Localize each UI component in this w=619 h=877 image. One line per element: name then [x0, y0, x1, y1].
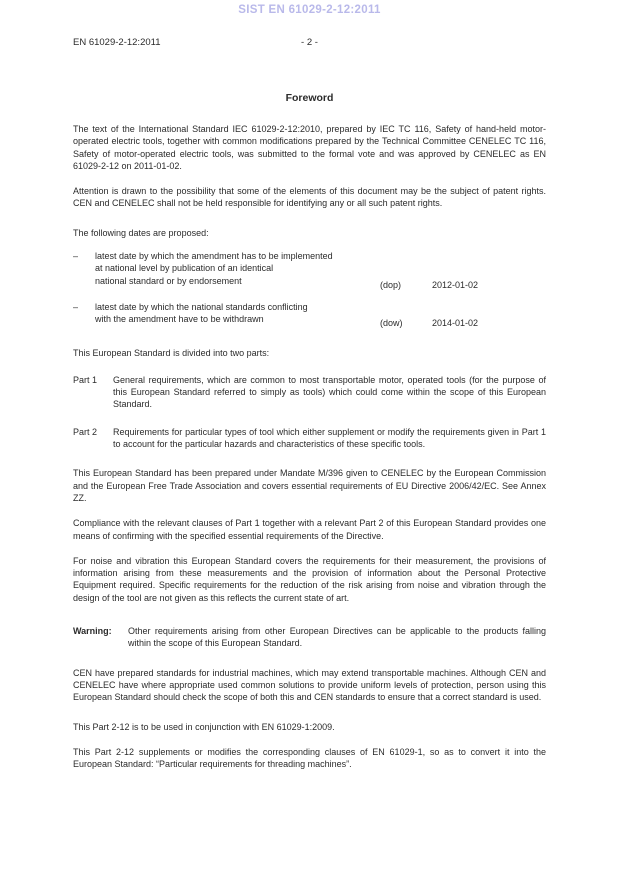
paragraph-conjunction: This Part 2-12 is to be used in conjunction with EN 61029-1:2009. [73, 721, 335, 732]
page-content [0, 37, 619, 770]
page-header [73, 37, 546, 49]
paragraph-compliance: Compliance with the relevant clauses of Part 1 together with a relevant Part 2 of this European Standard provides one means of confirming with the specified essential requirements of the Directive. [73, 518, 546, 541]
part-1-text: General requirements, which are common to most transportable motor, operated tools (for the purpose of this European Standard referred to simply as tools) which could come within the scope of this European Standard. [113, 374, 546, 410]
part-2-label: Part 2 [73, 426, 98, 437]
list-dash: – [73, 251, 79, 262]
date-item-text [95, 301, 380, 326]
watermark-header: SIST EN 61029-2-12:2011 [238, 4, 381, 16]
document-number: EN 61029-2-12:2011 [73, 37, 161, 48]
section-title: Foreword [285, 92, 334, 104]
date-item-dow [73, 301, 546, 329]
warning-text: Other requirements arising from other European Directives can be applicable to the products falling within the scope of this European Standard. [128, 626, 546, 649]
paragraph-mandate: This European Standard has been prepared under Mandate M/396 given to CENELEC by the European Commission and the European Free Trade Association and covers essential requirements of EU Directive 2006/42/EC. See Annex ZZ. [73, 468, 546, 503]
date-item-text [95, 250, 380, 287]
part-2-text: Requirements for particular types of tool which either supplement or modify the requirements given in Part 1 to account for the particular hazards and characteristics of these specific tools. [113, 426, 546, 450]
warning-label: Warning: [73, 626, 112, 637]
date-item-line: at national level by publication of an identical [95, 263, 274, 274]
paragraph-noise-vibration: For noise and vibration this European Standard covers the requirements for their measurement, the provisions of information arising from these measurements and the provision of information about the Personal Protective Equipment required. Specific requirements for the reduction of the risk arising from noise and vibration through the design of the tool are not given as this reflects the current state of art. [73, 555, 546, 603]
paragraph-standard-intro: The text of the International Standard IEC 61029-2-12:2010, prepared by IEC TC 116, Safety of hand-held motor-operated electric tools, together with common modifications prepared by the Technical Committee CENELEC TC 116, Safety of motor-operated electric tools, was submitted to the formal vote and was approved by CENELEC as EN 61029-2-12 on 2011-01-02. [73, 124, 546, 171]
part-1-item [73, 374, 546, 411]
date-item-line: latest date by which the amendment has to be implemented [95, 251, 333, 262]
paragraph-patent-notice: Attention is drawn to the possibility that some of the elements of this document may be the subject of patent rights. CEN and CENELEC shall not be held responsible for identifying any or all such patent rights. [73, 186, 546, 209]
date-value-dop: 2012-01-02 [432, 279, 479, 290]
date-value-dow: 2014-01-02 [432, 318, 479, 329]
paragraph-cen-machines: CEN have prepared standards for industrial machines, which may extend transportable machines. Although CEN and CENELEC have where appropriate used common solutions to provide uniform levels of protection, person using this European Standard should check the scope of both this and CEN standards to ensure that a correct standard is used. [73, 667, 546, 703]
date-item-line: with the amendment have to be withdrawn [95, 314, 264, 325]
date-item-line: latest date by which the national standards conflicting [95, 301, 308, 312]
paragraph-dates-intro: The following dates are proposed: [73, 227, 209, 238]
part-1-label: Part 1 [73, 374, 98, 385]
date-item-dop [73, 250, 546, 290]
date-item-line: national standard or by endorsement [95, 275, 242, 286]
list-dash: – [73, 301, 79, 312]
paragraph-parts-intro: This European Standard is divided into two parts: [73, 347, 270, 358]
date-abbreviation-dow: (dow) [380, 318, 403, 329]
page-number: - 2 - [301, 37, 318, 48]
date-abbreviation-dop: (dop) [380, 279, 402, 290]
part-2-item [73, 426, 546, 451]
warning-note [73, 625, 546, 650]
paragraph-supplements: This Part 2-12 supplements or modifies the corresponding clauses of EN 61029-1, so as to convert it into the European Standard: “Particular requirements for threading machines”. [73, 746, 546, 770]
